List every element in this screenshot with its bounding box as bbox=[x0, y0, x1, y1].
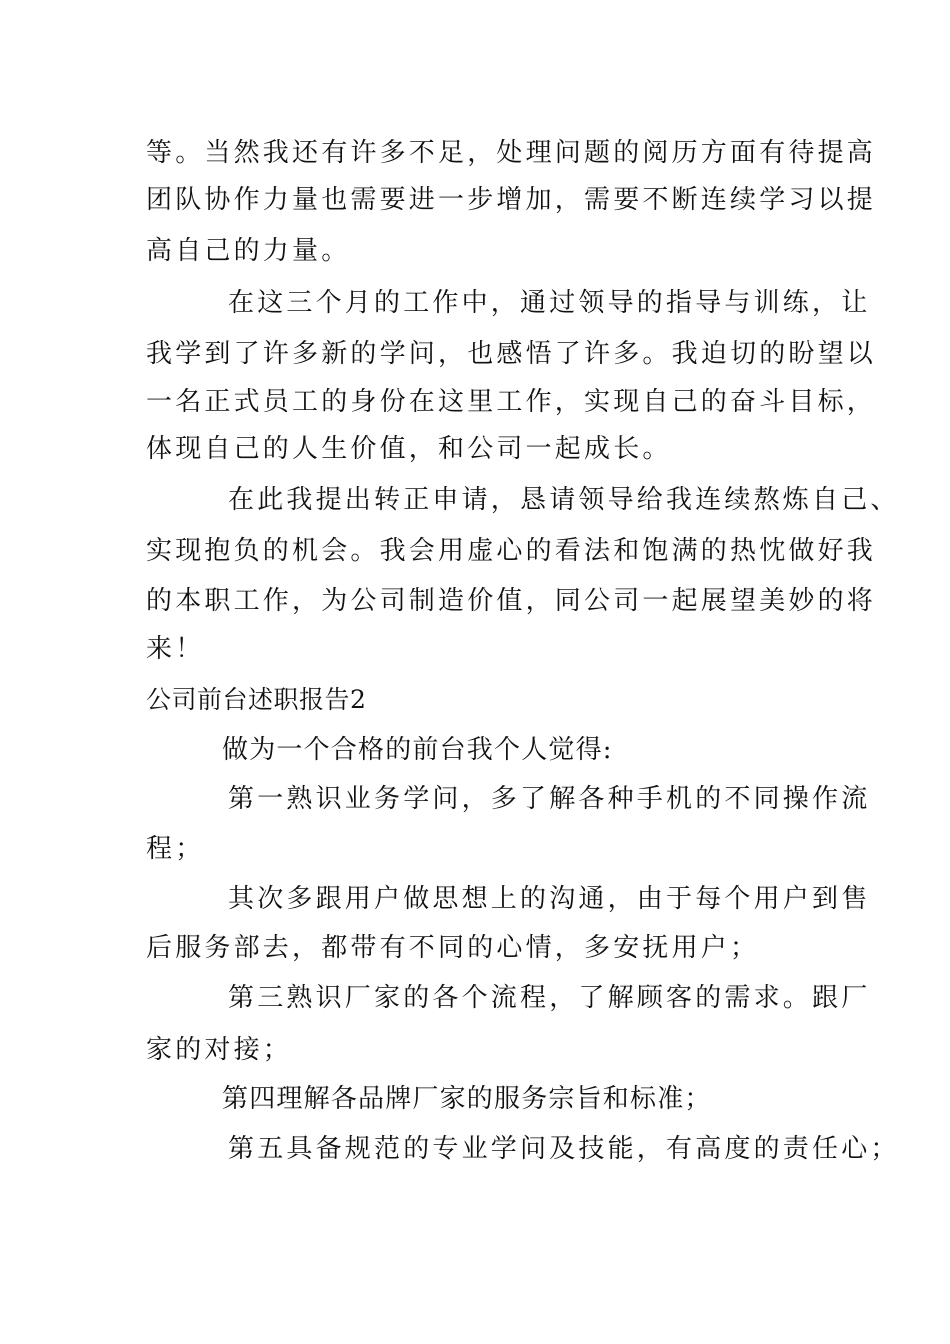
paragraph-line: 高自己的力量。 bbox=[146, 236, 351, 266]
paragraph-line: 第四理解各品牌厂家的服务宗旨和标准； bbox=[222, 1084, 712, 1114]
paragraph-line: 第五具备规范的专业学问及技能，有高度的责任心； bbox=[228, 1134, 900, 1164]
paragraph-line: 我学到了许多新的学问，也感悟了许多。我迫切的盼望以 bbox=[146, 339, 877, 369]
paragraph-line: 等。当然我还有许多不足，处理问题的阅历方面有待提高 bbox=[146, 138, 877, 168]
paragraph-line: 在此我提出转正申请，恳请领导给我连续熬炼自己、 bbox=[228, 485, 900, 515]
paragraph-line: 做为一个合格的前台我个人觉得: bbox=[222, 735, 613, 765]
paragraph-line: 团队协作力量也需要进一步增加，需要不断连续学习以提 bbox=[146, 185, 877, 215]
section-heading: 公司前台述职报告2 bbox=[146, 685, 367, 714]
paragraph-line: 其次多跟用户做思想上的沟通，由于每个用户到售 bbox=[228, 884, 871, 914]
paragraph-line: 来！ bbox=[146, 634, 205, 664]
paragraph-line: 家的对接； bbox=[146, 1035, 293, 1065]
paragraph-line: 的本职工作，为公司制造价值，同公司一起展望美妙的将 bbox=[146, 586, 877, 616]
paragraph-line: 第一熟识业务学问，多了解各种手机的不同操作流 bbox=[228, 784, 871, 814]
paragraph-line: 一名正式员工的身份在这里工作，实现自己的奋斗目标， bbox=[146, 387, 877, 417]
paragraph-line: 第三熟识厂家的各个流程，了解顾客的需求。跟厂 bbox=[228, 983, 871, 1013]
paragraph-line: 后服务部去，都带有不同的心情，多安抚用户； bbox=[146, 933, 760, 963]
paragraph-line: 在这三个月的工作中，通过领导的指导与训练，让 bbox=[228, 288, 871, 318]
paragraph-line: 体现自己的人生价值，和公司一起成长。 bbox=[146, 434, 672, 464]
paragraph-line: 程； bbox=[146, 834, 205, 864]
paragraph-line: 实现抱负的机会。我会用虚心的看法和饱满的热忱做好我 bbox=[146, 536, 877, 566]
